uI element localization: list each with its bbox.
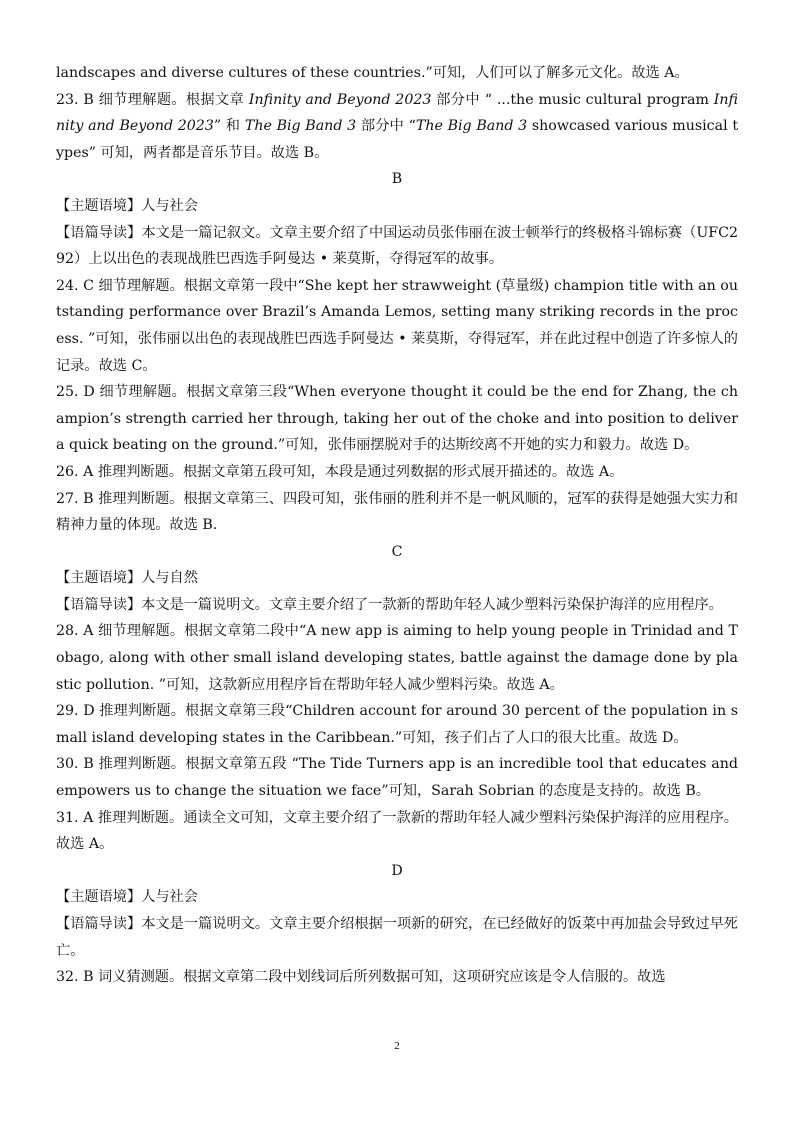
text-run: 【语篇导读】本文是一篇说明文。文章主要介绍根据一项新的研究，在已经做好的饭菜中再加盐会导致过早死亡。: [56, 916, 738, 959]
document-body: [56, 60, 738, 991]
paragraph: [56, 565, 738, 592]
paragraph: [56, 220, 738, 273]
text-run: showcased various musical types” 可知，两者都是音乐节目。故选 B。: [56, 118, 739, 161]
paragraph: [56, 618, 738, 698]
italic-title: Infinity and Beyond 2023: [248, 91, 432, 108]
text-run: 【主题语境】人与社会: [56, 889, 198, 906]
paragraph: [56, 884, 738, 911]
paragraph: [56, 911, 738, 964]
page-number: 2: [394, 1040, 400, 1052]
paragraph: [56, 60, 738, 87]
italic-title: The Big Band 3: [415, 118, 528, 135]
paragraph: [56, 805, 738, 858]
text-run: 27. B 推理判断题。根据文章第三、四段可知，张伟丽的胜利并不是一帆风顺的，冠军的获得是她强大实力和精神力量的体现。故选 B.: [56, 490, 738, 534]
text-run: 28. A 细节理解题。根据文章第二段中“A new app is aiming to help young people in Trinidad and Tobago, along with other small island developing states, battle against the damage done by plastic pollution. ”可知，这款新应用程序旨在帮助年轻人减少塑料污染。故选 A。: [56, 623, 738, 693]
paragraph: [56, 486, 738, 539]
text-run: 部分中 “ ...the music cultural program: [431, 91, 714, 108]
text-run: 30. B 推理判断题。根据文章第五段 “The Tide Turners app is an incredible tool that educates and empowers us to change the situation we face”可知，Sarah Sobrian 的态度是支持的。故选 B。: [56, 756, 738, 800]
paragraph: [56, 592, 738, 619]
paragraph: [56, 964, 738, 991]
text-run: 32. B 词义猜测题。根据文章第二段中划线词后所列数据可知，这项研究应该是令人信服的。故选: [56, 969, 666, 986]
text-run: 【语篇导读】本文是一篇说明文。文章主要介绍了一款新的帮助年轻人减少塑料污染保护海洋的应用程序。: [56, 596, 723, 613]
paragraph: [56, 193, 738, 220]
section-heading: C: [391, 543, 403, 560]
paragraph: [56, 379, 738, 459]
text-run: 25. D 细节理解题。根据文章第三段“When everyone thought it could be the end for Zhang, the champion’s strength carried her through, taking her out of the choke and into position to deliver a quick beating on the ground.”可知，张伟丽摆脱对手的达斯绞离不开她的实力和毅力。故选 D。: [56, 384, 738, 454]
text-run: 部分中 “: [356, 118, 416, 135]
text-run: 【主题语境】人与社会: [56, 197, 198, 214]
paragraph: [56, 273, 738, 379]
italic-title: The Big Band 3: [244, 118, 357, 135]
text-run: 26. A 推理判断题。根据文章第五段可知，本段是通过列数据的形式展开描述的。故选 A。: [56, 463, 624, 480]
text-run: ” 和: [213, 118, 245, 135]
section-heading: B: [391, 171, 403, 188]
paragraph: [56, 87, 738, 167]
text-run: landscapes and diverse cultures of these countries.”可知，人们可以了解多元文化。故选 A。: [56, 65, 689, 81]
paragraph: [56, 751, 738, 804]
text-run: 【语篇导读】本文是一篇记叙文。文章主要介绍了中国运动员张伟丽在波士顿举行的终极格斗锦标赛（UFC292）上以出色的表现战胜巴西选手阿曼达 • 莱莫斯，夺得冠军的故事。: [56, 224, 738, 268]
italic-title: Infinity and Beyond 2023: [56, 91, 738, 135]
text-run: 31. A 推理判断题。通读全文可知，文章主要介绍了一款新的帮助年轻人减少塑料污染保护海洋的应用程序。故选 A。: [56, 809, 738, 853]
text-run: 29. D 推理判断题。根据文章第三段“Children account for around 30 percent of the population in small island developing states in the Caribbean.”可知，孩子们占了人口的很大比重。故选 D。: [56, 703, 738, 746]
section-heading: D: [391, 862, 403, 879]
paragraph: [56, 459, 738, 486]
text-run: 24. C 细节理解题。根据文章第一段中“She kept her strawweight (草量级) champion title with an outstanding performance over Brazil’s Amanda Lemos, setting many striking records in the process. ”可知，张伟丽以出色的表现战胜巴西选手阿曼达 • 莱莫斯，夺得冠军，并在此过程中创造了许多惊人的记录。故选 C。: [56, 277, 738, 374]
text-run: 23. B 细节理解题。根据文章: [56, 91, 249, 108]
paragraph: [56, 698, 738, 751]
text-run: 【主题语境】人与自然: [56, 570, 198, 587]
